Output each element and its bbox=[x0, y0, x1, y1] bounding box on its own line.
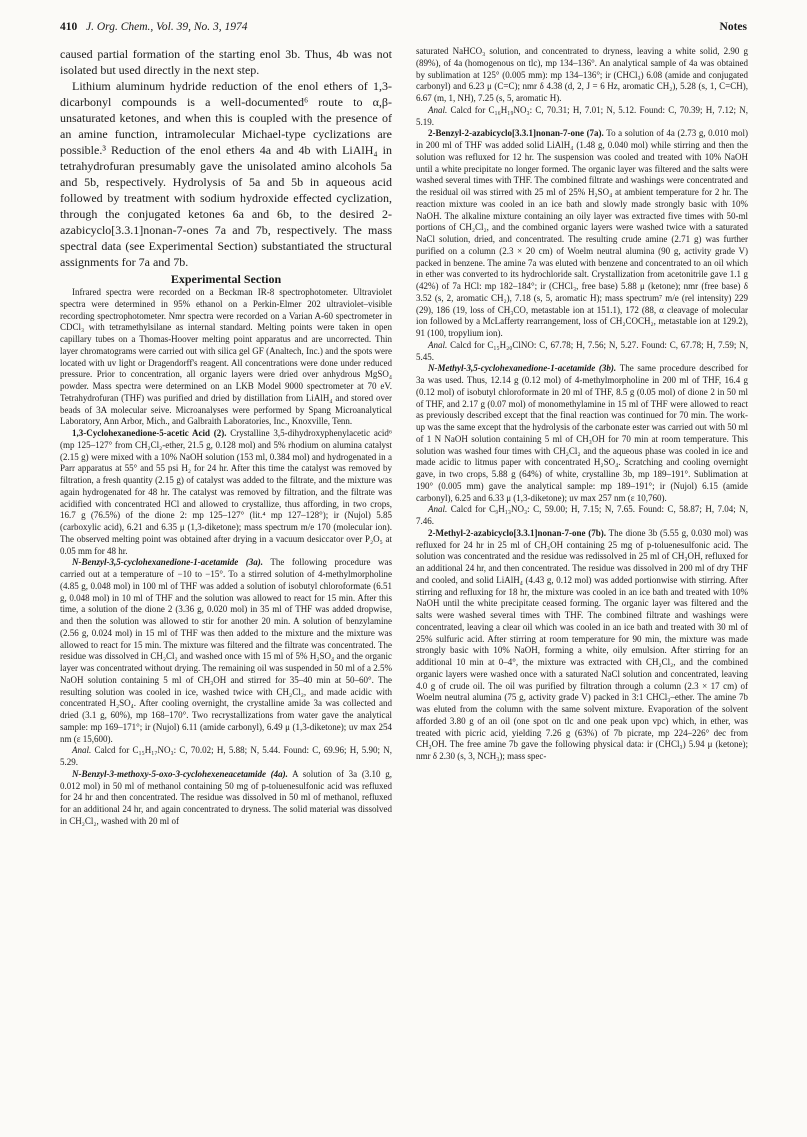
analysis-body: Calcd for C₁₅H₂₀ClNO: C, 67.78; H, 7.56; N, 5.27. Found: C, 67.78; H, 7.59; N, 5.45. bbox=[416, 339, 748, 362]
procedure-body: The dione 3b (5.55 g, 0.030 mol) was refluxed for 24 hr in 25 ml of CH₃OH containing 25 mg of p-toluenesulfonic acid. The solution was concentrated and the residue was redissolved in 25 ml of CH₃OH, refluxed for an additional 24 hr, and then concentrated. The residue was dissolved in 200 ml of dry THF and cooled, and solid LiAlH₄ (4.43 g, 0.12 mol) was added portionwise with stirring. After stirring and refluxing for 18 hr, the mixture was cooled in an ice bath and treated with 10% NaOH until the white precipitate ceased forming. The organic layer was filtered and the salts were washed several times with THF. The combined filtrate and washings were concentrated, leaving a clear oil which was cooled in an ice bath and treated with 30 ml of 25% sulfuric acid. After stirring at room temperature for 90 min, the mixture was made strongly basic with 10% NaOH, forming a white, oily emulsion. After stirring for an additional 10 min at 0–4°, the mixture was extracted with CH₂Cl₂, and the combined organic layers were washed once with a saturated NaCl solution and concentrated, leaving 4.0 g of crude oil. The oil was purified by filtration through a column (2.3 × 17 cm) of Woelm neutral alumina (75 g, activity grade V) packed in 3:1 CHCl₃–ether. The amine 7b was eluted from the column with the same solvent mixture. Evaporation of the solvent afforded 3.80 g of an oil (one spot on tlc and one peak upon vpc) which, in ether, was treated with picric acid, yielding 7.26 g (63%) of 7b picrate, mp 224–226° dec from CH₃OH. The free amine 7b gave the following physical data: ir (CHCl₃) 5.94 μ (ketone); nmr δ 2.30 (s, 3, NCH₃); mass spec- bbox=[416, 527, 748, 761]
left-column bbox=[60, 46, 392, 1126]
procedure-title: N-Benzyl-3,5-cyclohexanedione-1-acetamide (3a). bbox=[72, 557, 263, 568]
intro-paragraph: Lithium aluminum hydride reduction of the enol ethers of 1,3-dicarbonyl compounds is a well-documented⁶ route to α,β-unsaturated ketones, and when this is coupled with the presence of an amine function, intramolecular Michael-type cyclizations are possible.³ Reduction of the enol ethers 4a and 4b with LiAlH₄ in tetrahydrofuran presumably gave the unisolated amino alcohols 5a and 5b, respectively. Hydrolysis of 5a and 5b in aqueous acid followed by treatment with sodium hydroxide effected cyclization, through the conjugated ketones 6a and 6b, to the desired 2-azabicyclo[3.3.1]nonan-7-ones 7a and 7b, respectively. The mass spectral data (see Experimental Section) substantiated the structural assignments for 7a and 7b. bbox=[60, 79, 392, 269]
journal-citation: J. Org. Chem., Vol. 39, No. 3, 1974 bbox=[86, 21, 248, 33]
analysis-label: Anal. bbox=[72, 745, 92, 756]
procedure-4a bbox=[60, 769, 392, 828]
procedure-body: The following procedure was carried out at a temperature of −10 to −15°. To a stirred solution of 4-methylmorpholine (4.85 g, 0.048 mol) in 100 ml of THF was added a solution of isobutyl chloroformate (6.51 g, 0.048 mol) in 10 ml of THF and the solution was allowed to react for 15 min. After this time, a solution of the dione 2 (3.36 g, 0.020 mol) in 35 ml of THF was added dropwise, and then the solution was allowed to stir for another 20 min. A solution of benzylamine (2.56 g, 0.024 mol) in 15 ml of THF was then added to the mixture and the mixture was allowed to react for 15 min. The mixture was filtered and the filtrate was concentrated. The residue was dissolved in CH₂Cl₂ and washed once with 15 ml of 5% H₂SO₄ and the organic layer was concentrated without drying. The remaining oil was suspended in 50 ml of a 2.5% NaOH solution containing 5 ml of CH₃OH and stirred for 35–40 min at 50–60°. The resulting solution was cooled in ice, washed twice with CH₂Cl₂, and made acidic with concentrated H₂SO₄. After cooling overnight, the crystalline amide 3a was collected and dried (3.1 g, 60%), mp 168–170°. Two recrystallizations from water gave the analytical sample: mp 169–171°; ir (Nujol) 6.11 (amide carbonyl), 6.49 μ (1,3-diketone); uv max 254 nm (ε 15,600). bbox=[60, 557, 392, 744]
section-label: Notes bbox=[719, 21, 747, 33]
analysis-label: Anal. bbox=[428, 104, 448, 115]
intro-paragraph-continued: caused partial formation of the starting enol 3b. Thus, 4b was not isolated but used directly in the next step. bbox=[60, 47, 392, 77]
procedure-amide-3a bbox=[60, 557, 392, 745]
analysis-4a bbox=[416, 105, 748, 129]
analysis-body: Calcd for C₁₆H₁₉NO₃: C, 70.31; H, 7.01; N, 5.12. Found: C, 70.39; H, 7.12; N, 5.19. bbox=[416, 104, 748, 127]
procedure-title: N-Benzyl-3-methoxy-5-oxo-3-cyclohexeneacetamide (4a). bbox=[72, 768, 288, 779]
procedure-body: A solution of 3a (3.10 g, 0.012 mol) in 50 ml of methanol containing 50 mg of p-toluenesulfonic acid was refluxed for 24 hr and then concentrated. The residue was dissolved in 50 ml of methanol, refluxed for an additional 24 hr, and again concentrated to dryness. The solid material was dissolved in CH₂Cl₂, washed with 20 ml of bbox=[60, 768, 392, 826]
analysis-3a bbox=[60, 745, 392, 769]
procedure-body: To a solution of 4a (2.73 g, 0.010 mol) in 200 ml of THF was added solid LiAlH₄ (1.48 g, 0.040 mol) while stirring and then the solution was refluxed for 12 hr. The suspension was cooled and treated with 10% NaOH until a white precipitate no longer formed. The organic layer was filtered and the salts were washed several times with THF. The combined filtrate and washings were concentrated and the residual oil was stirred with 25 ml of 25% H₂SO₄ at ambient temperature for 2 hr. The reaction mixture was cooled in an ice bath and slowly made strongly basic with 10% NaOH. The alkaline mixture containing an oily layer was extracted five times with 50-ml portions of CH₂Cl₂, and the combined organic layers were washed twice with a saturated NaCl solution, dried, and concentrated. The resulting crude amine (2.71 g) was further purified on a column (2.3 × 20 cm) of Woelm neutral alumina (90 g, activity grade V) packed in benzene. The amine 7a was eluted with benzene and concentrated to an oil which in ether was converted to its hydrochloride salt. Crystallization from acetonitrile gave 1.1 g (42%) of 7a HCl: mp 182–184°; ir (CHCl₃, free base) 5.88 μ (ketone); nmr (free base) δ 3.52 (s, 2, aromatic CH₂), 7.18 (s, 5, aromatic H); mass spectrum⁷ m/e (rel intensity) 229 (29), 186 (19, loss of CH₃CO, metastable ion at 151.1), 172 (88, α cleavage of molecular ion followed by a McLafferty rearrangement, loss of CH₂COCH₂, metastable ion at 129.2), 91 (100, tropylium ion). bbox=[416, 128, 748, 338]
procedure-body: The same procedure described for 3a was used. Thus, 12.14 g (0.12 mol) of 4-methylmorpholine in 200 ml of THF, 16.4 g (0.12 mol) of isobutyl chloroformate in 20 ml of THF, 8.5 g (0.05 mol) of dione 2 in 50 ml of THF, and 2.17 g (0.07 mol) of monomethylamine in 15 ml of THF were allowed to react as previously described except that the final reaction was continued for 70 min. The work-up was the same except that the hydrolysis of the carbonate ester was carried out with 50 ml of 1 N NaOH solution containing 5 ml of CH₃OH for 70 min at room temperature. This solution was washed four times with CH₂Cl₂ and the aqueous phase was cooled in ice and made acidic to litmus paper with concentrated H₂SO₄. Scratching and cooling overnight gave, in two crops, 5.88 g (64%) of white, crystalline 3b, mp 189–191°. Sublimation at 190° (0.005 mm) gave the analytical sample: mp 189–191°; ir (Nujol) 6.15 (amide carbonyl), 6.25 and 6.33 μ (1,3-diketone); uv max 257 nm (ε 10,760). bbox=[416, 363, 748, 503]
right-column bbox=[416, 46, 748, 1126]
analysis-7a bbox=[416, 340, 748, 364]
general-methods-paragraph: Infrared spectra were recorded on a Beckman IR-8 spectrophotometer. Ultraviolet spectra were determined in 95% ethanol on a Perkin-Elmer 202 ultraviolet–visible recording spectrophotometer. Nmr spectra were recorded on a Varian A-60 spectrometer in CDCl₃ with tetramethylsilane as internal standard. Melting points were taken in open capillary tubes on a Thomas-Hoover melting point apparatus and are uncorrected. Thin layer chromatograms were carried out with silica gel GF (Analtech, Inc.) and the spots were located with uv light or Dragendorff's reagent. All concentrations were done under reduced pressure. Prior to concentration, all organic layers were dried over anhydrous MgSO₄ powder. Mass spectra were determined on an LKB Model 9000 spectrometer at 70 eV. Tetrahydrofuran (THF) was purified and dried by distillation from LiAlH₄ and stored over beads of 3A molecular seive. Microanalyses were performed by Spang Microanalytical Laboratory, Ann Arbor, Mich., and Galbraith Laboratories, Inc., Knoxville, Tenn. bbox=[60, 287, 392, 427]
analysis-3b bbox=[416, 504, 748, 528]
procedure-title: 1,3-Cyclohexanedione-5-acetic Acid (2). bbox=[72, 428, 227, 438]
procedure-title: N-Methyl-3,5-cyclohexanedione-1-acetamide (3b). bbox=[428, 363, 617, 374]
page-number: 410 bbox=[60, 21, 78, 33]
analysis-label: Anal. bbox=[428, 504, 448, 515]
procedure-3b bbox=[416, 363, 748, 504]
experimental-section-heading: Experimental Section bbox=[170, 272, 282, 286]
procedure-dione-2 bbox=[60, 428, 392, 557]
procedure-7b bbox=[416, 528, 748, 763]
analysis-body: Calcd for C₉H₁₃NO₃: C, 59.00; H, 7.15; N, 7.65. Found: C, 58.87; H, 7.04; N, 7.46. bbox=[416, 504, 748, 526]
procedure-title: 2-Methyl-2-azabicyclo[3.3.1]nonan-7-one (7b). bbox=[428, 527, 607, 538]
procedure-7a bbox=[416, 128, 748, 340]
analysis-label: Anal. bbox=[428, 339, 448, 350]
running-header bbox=[60, 16, 747, 38]
procedure-4a-continued: saturated NaHCO₃ solution, and concentrated to dryness, leaving a white solid, 2.90 g (89%), of 4a (homogenous on tlc), mp 134–136°. An analytical sample of 4a was obtained by sublimation at 125° (0.005 mm): mp 134–136°; ir (CHCl₃) 6.08 (amide and conjugated carbonyl) and 6.23 μ (C=C); nmr δ 4.38 (d, 2, J = 6 Hz, aromatic CH₂), 5.28 (s, 1, C=CH), 6.67 (m, 1, NH), 7.25 (s, 5, aromatic H). bbox=[416, 46, 748, 103]
procedure-title: 2-Benzyl-2-azabicyclo[3.3.1]nonan-7-one (7a). bbox=[428, 128, 604, 139]
procedure-body: Crystalline 3,5-dihydroxyphenylacetic acid⁶ (mp 125–127° from CH₂Cl₂-ether, 21.5 g, 0.128 mol) and 5% rhodium on alumina catalyst (2.15 g) were mixed with a 10% NaOH solution (153 ml, 0.384 mol) and hydrogenated in a Parr apparatus at 55° and 55 psi H₂ for 24 hr. After this time the catalyst was removed by filtration, a fresh quantity (2.15 g) of catalyst was added to the filtrate, and the mixture was again hydrogenated for 48 hr. The catalyst was removed by filtration, and the filtrate was acidified with concentrated HCl and allowed to crystallize, thus affording, in two crops, 16.7 g (76.5%) of the dione 2: mp 125–127° (lit.⁴ mp 127–128°); ir (Nujol) 5.85 (carboxylic acid), 6.21 and 6.35 μ (1,3-diketone); mass spectrum m/e 170 (molecular ion). The observed melting point was obtained after drying in a vacuum desiccator over P₂O₅ at 0.05 mm for 48 hr. bbox=[60, 428, 392, 556]
analysis-body: Calcd for C₁₅H₁₇NO₃: C, 70.02; H, 5.88; N, 5.44. Found: C, 69.96; H, 5.90; N, 5.29. bbox=[60, 745, 392, 767]
